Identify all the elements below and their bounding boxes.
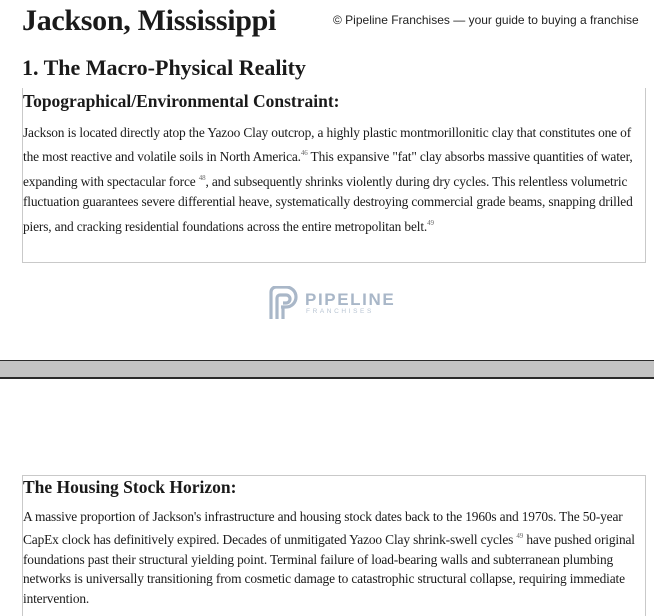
body-paragraph	[23, 123, 645, 237]
subsection-heading: Topographical/Environmental Constraint:	[23, 91, 340, 111]
section-heading: 1. The Macro-Physical Reality	[22, 55, 306, 80]
footnote-ref: 49	[427, 218, 434, 227]
page-title: Jackson, Mississippi	[22, 4, 277, 37]
subsection-heading: The Housing Stock Horizon:	[23, 477, 237, 497]
paragraph-text: A massive proportion of Jackson's infrastructure and housing stock dates back to the 1960s and 1970s. The 50-year CapEx clock has definitively expired. Decades of unmitigated Yazoo Clay shrink-swell cycles	[23, 509, 623, 547]
footnote-ref: 48	[198, 173, 206, 182]
body-paragraph	[23, 507, 645, 609]
logo-wordmark: PIPELINE	[305, 290, 396, 309]
footnote-ref: 46	[300, 149, 308, 158]
paragraph-text: Jackson is located directly atop the Yazoo Clay outcrop, a highly plastic montmorillonitic clay that constitutes one of the most reactive and volatile soils in North America.	[23, 125, 632, 165]
content-box	[22, 475, 646, 616]
paragraph-text: This expansive "fat" clay absorbs massive quantities of water, expanding with spectacular force	[23, 149, 633, 189]
copyright-notice: © Pipeline Franchises — your guide to buying a franchise	[333, 13, 639, 27]
pipeline-logo	[268, 286, 396, 322]
paragraph-text: have pushed original foundations past their structural yielding point. Terminal failure of load-bearing walls and subterranean plumbing networks is universally transitioning from cosmetic damage to catastrophic structural collapse, requiring immediate intervention.	[23, 531, 635, 607]
page-2	[0, 379, 654, 608]
logo-tagline: FRANCHISES	[306, 308, 374, 315]
footnote-ref: 49	[516, 531, 524, 540]
page-separator	[0, 360, 654, 379]
content-box	[22, 88, 646, 263]
pipeline-logo-icon	[268, 286, 300, 320]
paragraph-text: , and subsequently shrinks violently during dry cycles. This relentless volumetric fluctuation guarantees severe differential heave, systematically destroying commercial grade beams, snapping drilled piers, and cracking residential foundations across the entire metropolitan belt.	[23, 173, 633, 234]
